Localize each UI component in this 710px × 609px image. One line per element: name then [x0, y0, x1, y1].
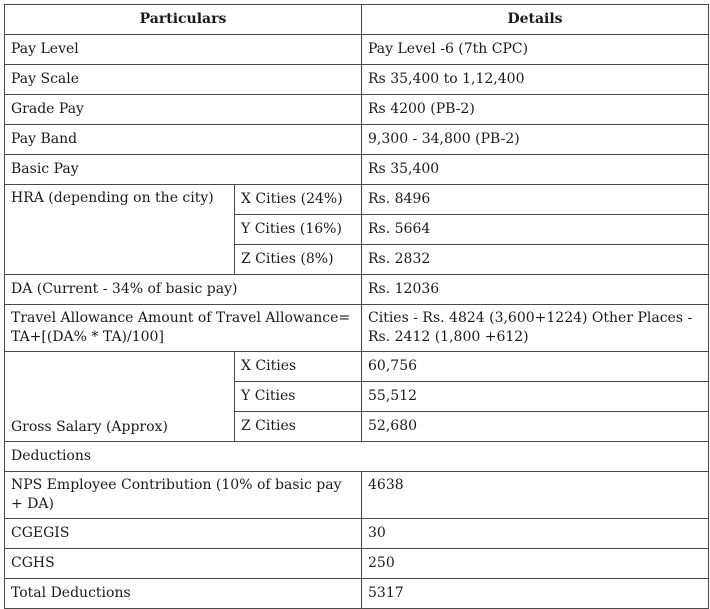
- table-row: [5, 95, 709, 125]
- cgegis-label: CGEGIS: [5, 519, 362, 549]
- gross-y-city: Y Cities: [235, 382, 362, 412]
- pay-level-value: Pay Level -6 (7th CPC): [362, 35, 709, 65]
- nps-label: NPS Employee Contribution (10% of basic pay + DA): [5, 472, 362, 519]
- hra-y-value: Rs. 5664: [362, 215, 709, 245]
- deductions-heading: Deductions: [5, 442, 709, 472]
- header-row: [5, 5, 709, 35]
- hra-x-city: X Cities (24%): [235, 185, 362, 215]
- cgegis-value: 30: [362, 519, 709, 549]
- table-row: [5, 352, 709, 382]
- table-row: [5, 185, 709, 215]
- nps-value: 4638: [362, 472, 709, 519]
- table-row: [5, 472, 709, 519]
- table-row: [5, 35, 709, 65]
- hra-label: HRA (depending on the city): [5, 185, 235, 275]
- gross-z-city: Z Cities: [235, 412, 362, 442]
- cghs-label: CGHS: [5, 549, 362, 579]
- salary-table: [4, 4, 709, 609]
- total-deductions-label: Total Deductions: [5, 579, 362, 609]
- pay-band-label: Pay Band: [5, 125, 362, 155]
- hra-z-city: Z Cities (8%): [235, 245, 362, 275]
- pay-scale-label: Pay Scale: [5, 65, 362, 95]
- basic-pay-label: Basic Pay: [5, 155, 362, 185]
- table-row: [5, 442, 709, 472]
- pay-band-value: 9,300 - 34,800 (PB-2): [362, 125, 709, 155]
- table-row: [5, 275, 709, 305]
- gross-salary-label: Gross Salary (Approx): [5, 352, 235, 442]
- header-details: Details: [362, 5, 709, 35]
- da-label: DA (Current - 34% of basic pay): [5, 275, 362, 305]
- da-value: Rs. 12036: [362, 275, 709, 305]
- hra-y-city: Y Cities (16%): [235, 215, 362, 245]
- table-row: [5, 549, 709, 579]
- table-row: [5, 65, 709, 95]
- gross-x-city: X Cities: [235, 352, 362, 382]
- pay-level-label: Pay Level: [5, 35, 362, 65]
- gross-z-value: 52,680: [362, 412, 709, 442]
- total-deductions-value: 5317: [362, 579, 709, 609]
- gross-x-value: 60,756: [362, 352, 709, 382]
- table-row: [5, 125, 709, 155]
- grade-pay-value: Rs 4200 (PB-2): [362, 95, 709, 125]
- gross-y-value: 55,512: [362, 382, 709, 412]
- table-row: [5, 155, 709, 185]
- pay-scale-value: Rs 35,400 to 1,12,400: [362, 65, 709, 95]
- travel-allowance-label: Travel Allowance Amount of Travel Allowance= TA+[(DA% * TA)/100]: [5, 305, 362, 352]
- cghs-value: 250: [362, 549, 709, 579]
- basic-pay-value: Rs 35,400: [362, 155, 709, 185]
- grade-pay-label: Grade Pay: [5, 95, 362, 125]
- table-row: [5, 519, 709, 549]
- header-particulars: Particulars: [5, 5, 362, 35]
- table-row: [5, 579, 709, 609]
- travel-allowance-value: Cities - Rs. 4824 (3,600+1224) Other Places - Rs. 2412 (1,800 +612): [362, 305, 709, 352]
- hra-z-value: Rs. 2832: [362, 245, 709, 275]
- table-row: [5, 305, 709, 352]
- hra-x-value: Rs. 8496: [362, 185, 709, 215]
